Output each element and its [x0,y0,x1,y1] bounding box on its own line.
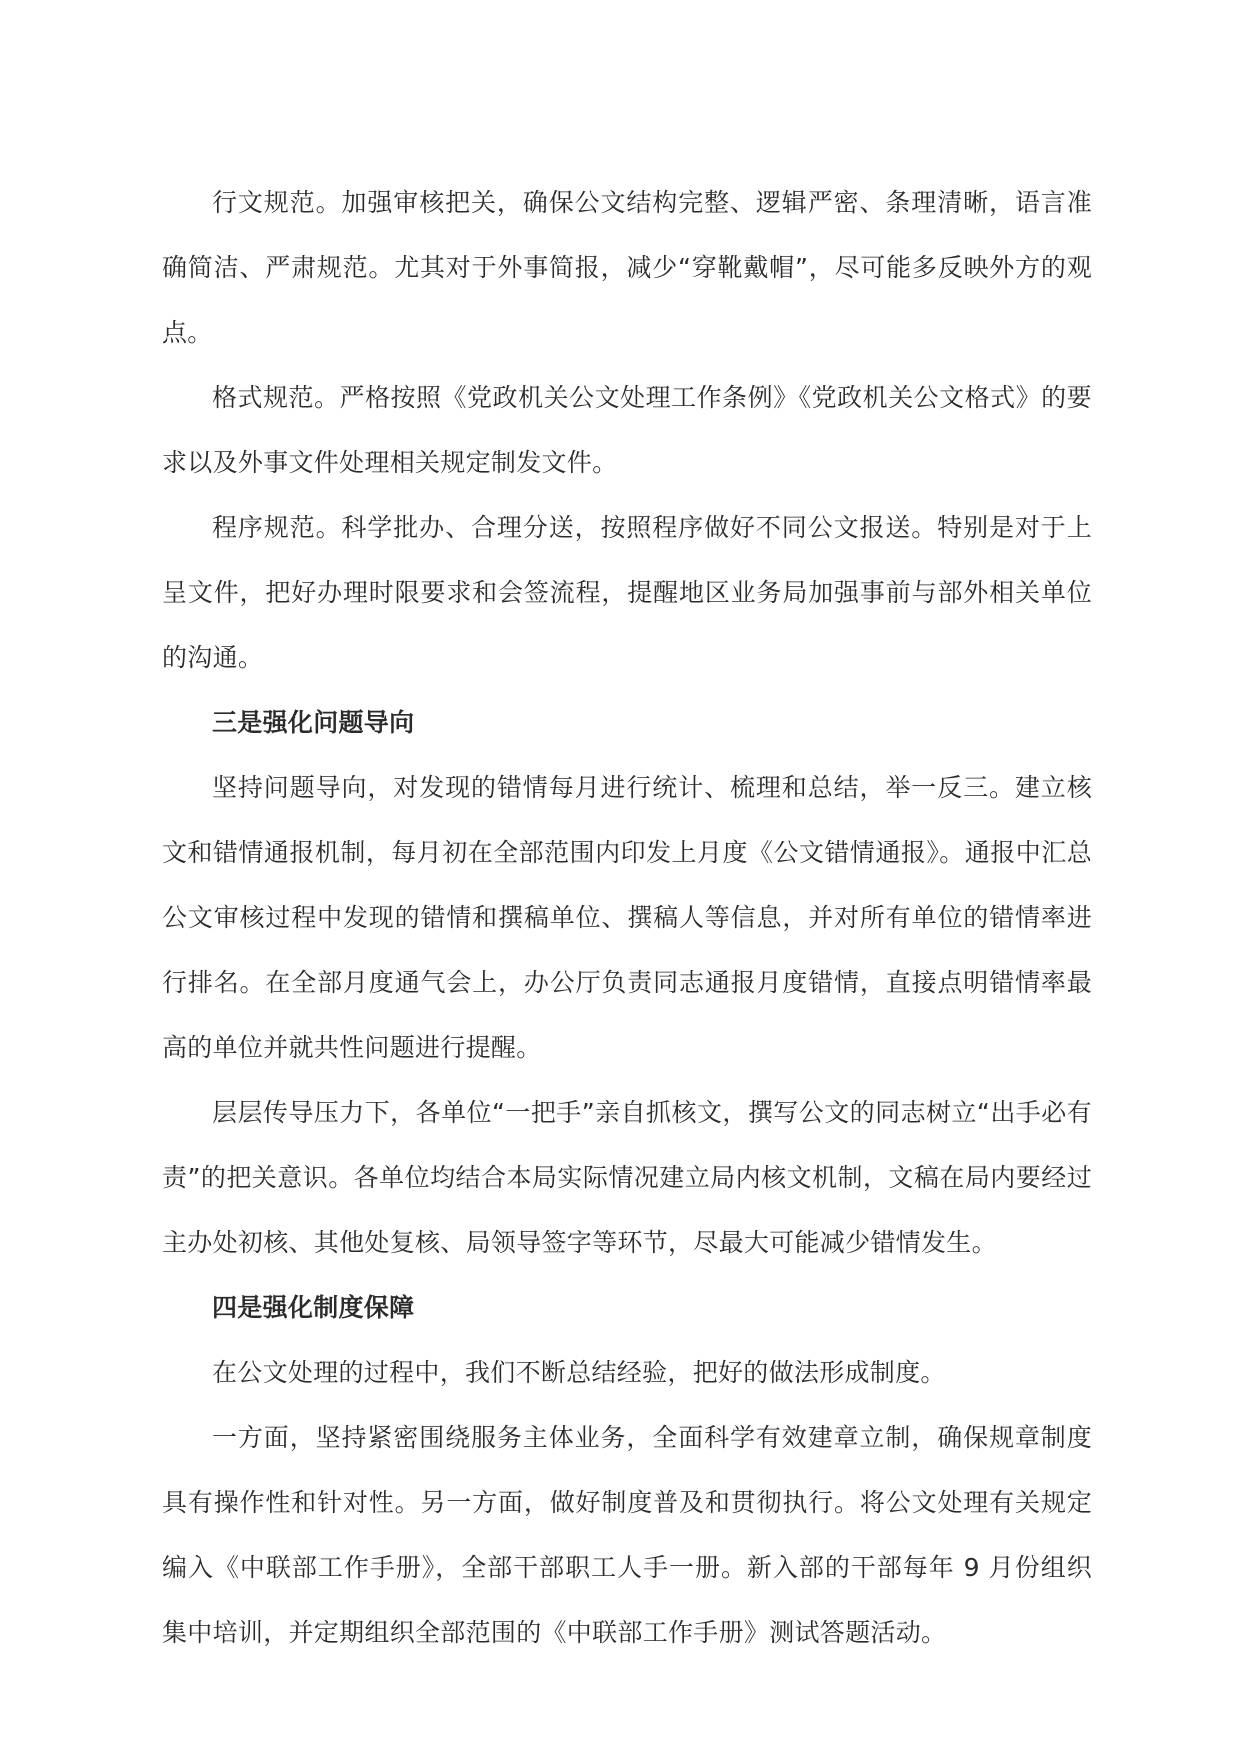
paragraph-problem-orientation: 坚持问题导向，对发现的错情每月进行统计、梳理和总结，举一反三。建立核文和错情通报机制，每月初在全部范围内印发上月度《公文错情通报》。通报中汇总公文审核过程中发现的错情和撰稿单位、撰稿人等信息，并对所有单位的错情率进行排名。在全部月度通气会上，办公厅负责同志通报月度错情，直接点明错情率最高的单位并就共性问题进行提醒。 [162,773,1092,1062]
paragraph-procedure-standards: 程序规范。科学批办、合理分送，按照程序做好不同公文报送。特别是对于上呈文件，把好办理时限要求和会签流程，提醒地区业务局加强事前与部外相关单位的沟通。 [162,513,1092,672]
paragraph-format-standards: 格式规范。严格按照《党政机关公文处理工作条例》《党政机关公文格式》的要求以及外事文件处理相关规定制发文件。 [162,383,1092,477]
paragraph-writing-standards: 行文规范。加强审核把关，确保公文结构完整、逻辑严密、条理清晰，语言准确简洁、严肃规范。尤其对于外事简报，减少“穿靴戴帽”，尽可能多反映外方的观点。 [162,188,1092,347]
document-body [162,170,1092,1665]
paragraph-experience-summary: 在公文处理的过程中，我们不断总结经验，把好的做法形成制度。 [212,1358,946,1387]
paragraph-rules-and-handbook: 一方面，坚持紧密围绕服务主体业务，全面科学有效建章立制，确保规章制度具有操作性和针对性。另一方面，做好制度普及和贯彻执行。将公文处理有关规定编入《中联部工作手册》，全部干部职工人手一册。新入部的干部每年 9 月份组织集中培训，并定期组织全部范围的《中联部工作手册》测试答题活动。 [162,1423,1092,1647]
paragraph-pressure-transmission: 层层传导压力下，各单位“一把手”亲自抓核文，撰写公文的同志树立“出手必有责”的把关意识。各单位均结合本局实际情况建立局内核文机制，文稿在局内要经过主办处初核、其他处复核、局领导签字等环节，尽最大可能减少错情发生。 [162,1098,1092,1257]
section-heading-problem-orientation: 三是强化问题导向 [212,708,415,737]
section-heading-system-guarantee: 四是强化制度保障 [212,1293,415,1322]
